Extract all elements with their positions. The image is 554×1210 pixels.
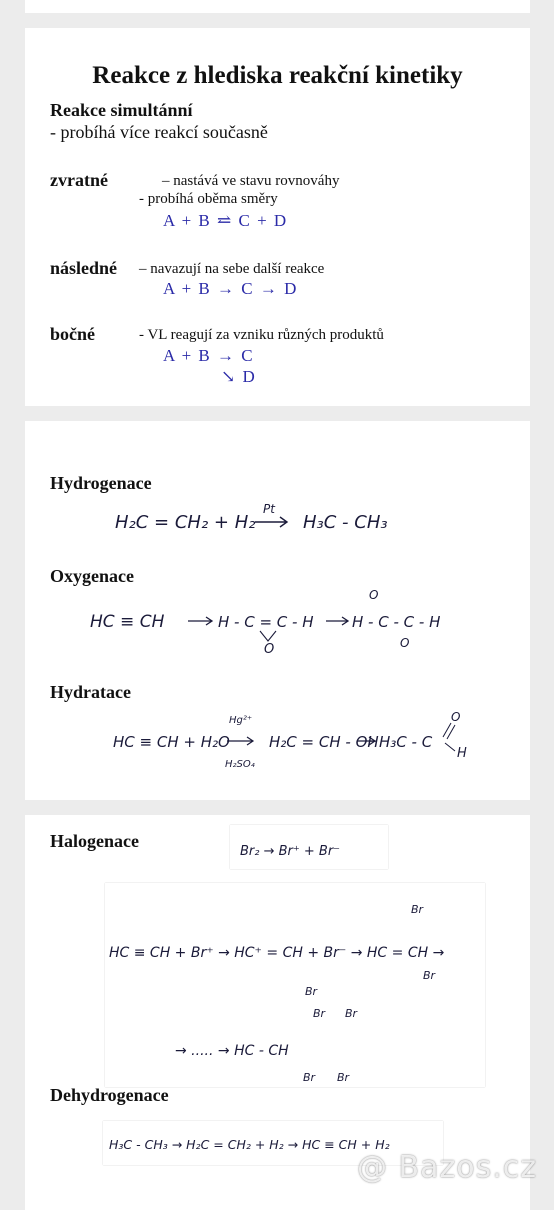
hydrogenation-reactants: H₂C = CH₂ + H₂	[115, 512, 256, 533]
subtitle-description: - probíhá více reakcí současně	[50, 122, 268, 142]
hydration-catalyst-top: Hg²⁺	[229, 715, 253, 726]
hydrogenation-equation	[115, 496, 415, 546]
oxygenation-product: H - C - C - H	[352, 613, 441, 631]
nasledne-desc: – navazují na sebe další reakce	[139, 261, 325, 277]
label-dehydrogenace: Dehydrogenace	[50, 1085, 169, 1105]
nasledne-equation: A + B → C → D	[163, 279, 297, 298]
slide-addition-reactions	[25, 421, 530, 800]
zvratne-desc-1: – nastává ve stavu rovnováhy	[162, 173, 340, 189]
slide-reaction-kinetics	[25, 28, 530, 406]
bromine-bottom-b: Br	[337, 1071, 350, 1084]
arrow-icon	[188, 617, 212, 625]
hydrogenation-catalyst: Pt	[263, 502, 275, 516]
oxygenation-equation	[90, 583, 450, 658]
single-bond-line	[445, 743, 455, 751]
epoxide-oxygen: O	[264, 642, 275, 657]
carbonyl-oxygen-top: O	[369, 588, 379, 602]
bromine-top-a: Br	[313, 1007, 326, 1020]
dehydrogenation-text: H₃C - CH₃ → H₂C = CH₂ + H₂ → HC ≡ CH + H₂	[109, 1137, 390, 1152]
zvratne-desc-2: - probíhá oběma směry	[139, 191, 278, 207]
bromine-substituent-1: Br	[305, 985, 318, 998]
bocne-equation-branch: ↘ D	[221, 367, 255, 386]
label-halogenace: Halogenace	[50, 831, 139, 851]
aldehyde-oxygen: O	[451, 710, 461, 724]
bromine-bottom-a: Br	[303, 1071, 316, 1084]
double-bond-line	[443, 723, 455, 739]
halogenation-step1: HC ≡ CH + Br⁺ → HC⁺ = CH + Br⁻ → HC = CH →	[109, 945, 445, 961]
halogenation-mechanism	[105, 883, 485, 1087]
bocne-desc: - VL reagují za vzniku různých produktů	[139, 327, 384, 343]
aldehyde-hydrogen: H	[457, 746, 467, 761]
hydration-reactants: HC ≡ CH + H₂O	[113, 733, 230, 751]
hydration-equation	[113, 705, 493, 780]
oxygenation-reactant: HC ≡ CH	[90, 612, 165, 632]
bromine-dissociation	[230, 825, 388, 869]
watermark: @ Bazos.cz	[357, 1150, 538, 1185]
term-zvratne: zvratné	[50, 170, 108, 190]
note-paper-2	[105, 883, 485, 1087]
hydrogenation-product: H₃C - CH₃	[303, 512, 388, 533]
term-bocne: bočné	[50, 324, 95, 344]
arrow-icon	[255, 517, 287, 527]
term-nasledne: následné	[50, 258, 118, 278]
arrow-icon	[326, 617, 348, 625]
epoxide-bridge	[260, 631, 276, 641]
hydration-enol: H₂C = CH - OH	[269, 733, 379, 751]
note-paper-1	[230, 825, 388, 869]
slide-title: Reakce z hlediska reakční kinetiky	[92, 62, 463, 89]
carbonyl-oxygen-bottom: O	[400, 636, 410, 650]
bromine-substituent-3: Br	[423, 969, 436, 982]
subtitle: Reakce simultánní	[50, 100, 193, 120]
label-oxygenace: Oxygenace	[50, 566, 134, 586]
bromine-dissociation-text: Br₂ → Br⁺ + Br⁻	[240, 844, 341, 859]
zvratne-equation: A + B ⥨ C + D	[163, 211, 287, 230]
hydration-aldehyde: H₃C - C	[379, 733, 433, 751]
oxygenation-epoxide: H - C = C - H	[218, 613, 314, 631]
label-hydratace: Hydratace	[50, 682, 131, 702]
label-hydrogenace: Hydrogenace	[50, 473, 152, 493]
arrow-icon	[227, 737, 253, 745]
hydration-catalyst-bottom: H₂SO₄	[225, 759, 255, 770]
bromine-substituent-2: Br	[411, 903, 424, 916]
bromine-top-b: Br	[345, 1007, 358, 1020]
halogenation-step2: → ..... → HC - CH	[175, 1043, 289, 1059]
previous-slide-card	[25, 0, 530, 13]
bocne-equation-main: A + B → C	[163, 346, 253, 365]
